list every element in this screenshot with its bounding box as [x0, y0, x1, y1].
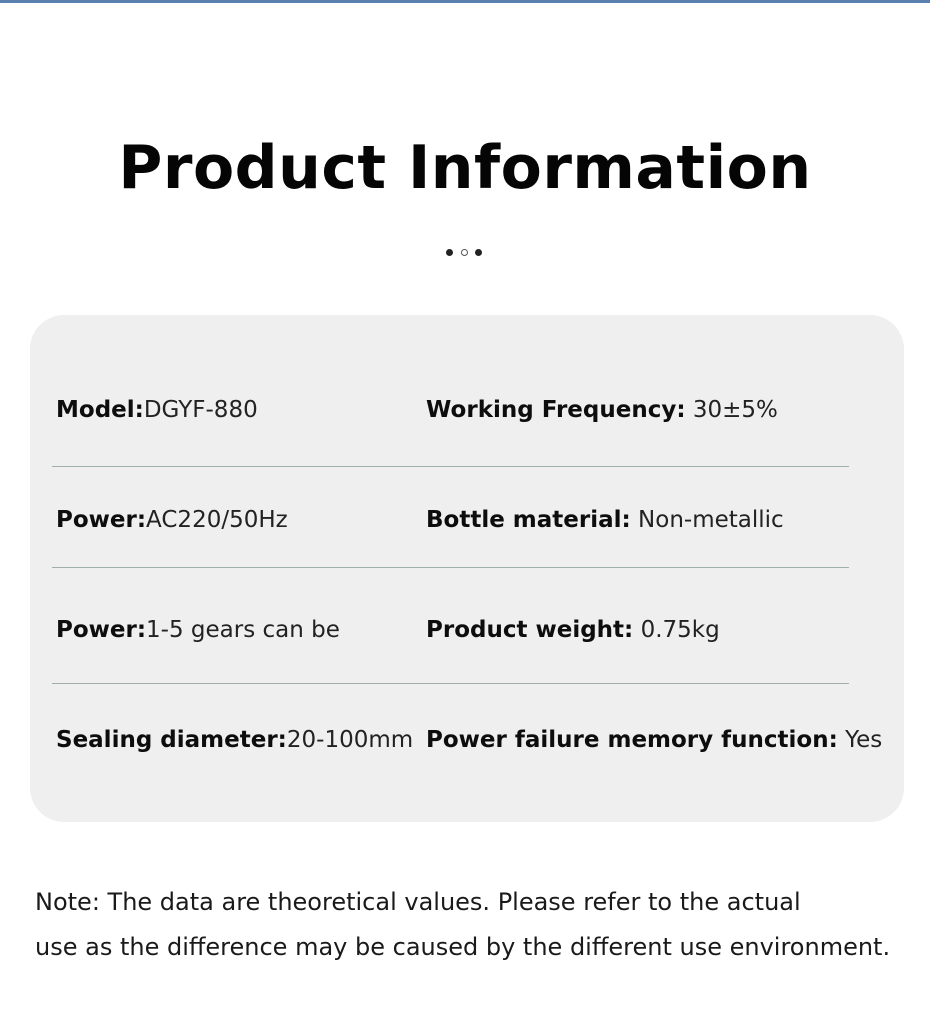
note-line: use as the difference may be caused by the different use environment. — [35, 933, 891, 961]
spec-row — [30, 390, 904, 430]
spec-item-sealing-diameter — [56, 720, 413, 760]
spec-item-power-gears — [56, 610, 340, 650]
spec-value: 30±5% — [692, 397, 778, 423]
spec-label: Working Frequency: — [426, 397, 686, 423]
spec-item-working-frequency — [426, 390, 778, 430]
spec-item-product-weight — [426, 610, 720, 650]
spec-label: Power: — [56, 507, 147, 533]
title-decoration-dots — [446, 249, 486, 257]
spec-value: 20-100mm — [286, 727, 414, 753]
row-divider — [52, 567, 849, 568]
spec-label: Sealing diameter: — [56, 727, 287, 753]
spec-row — [30, 500, 904, 540]
hollow-dot-icon — [461, 249, 468, 256]
spec-value: 1-5 gears can be — [146, 617, 340, 643]
spec-label: Power failure memory function: — [426, 727, 838, 753]
spec-item-model — [56, 390, 258, 430]
dot-icon — [475, 249, 482, 256]
spec-row — [30, 610, 904, 650]
spec-row — [30, 720, 904, 760]
spec-item-bottle-material — [426, 500, 784, 540]
spec-value: Non-metallic — [638, 507, 784, 533]
note-line: Note: The data are theoretical values. Please refer to the actual — [35, 888, 801, 916]
dot-icon — [446, 249, 453, 256]
spec-value: 0.75kg — [640, 617, 720, 643]
spec-item-power-failure-memory — [426, 720, 882, 760]
disclaimer-note — [35, 880, 915, 970]
top-accent-rule — [0, 0, 930, 3]
spec-label: Model: — [56, 397, 144, 423]
row-divider — [52, 466, 849, 467]
page-title: Product Information — [118, 133, 812, 203]
spec-value: AC220/50Hz — [146, 507, 288, 533]
spec-value: Yes — [845, 727, 883, 753]
spec-value: DGYF-880 — [143, 397, 258, 423]
spec-card — [30, 315, 904, 822]
spec-label: Product weight: — [426, 617, 634, 643]
spec-label: Bottle material: — [426, 507, 631, 533]
row-divider — [52, 683, 849, 684]
spec-label: Power: — [56, 617, 147, 643]
spec-item-power — [56, 500, 288, 540]
